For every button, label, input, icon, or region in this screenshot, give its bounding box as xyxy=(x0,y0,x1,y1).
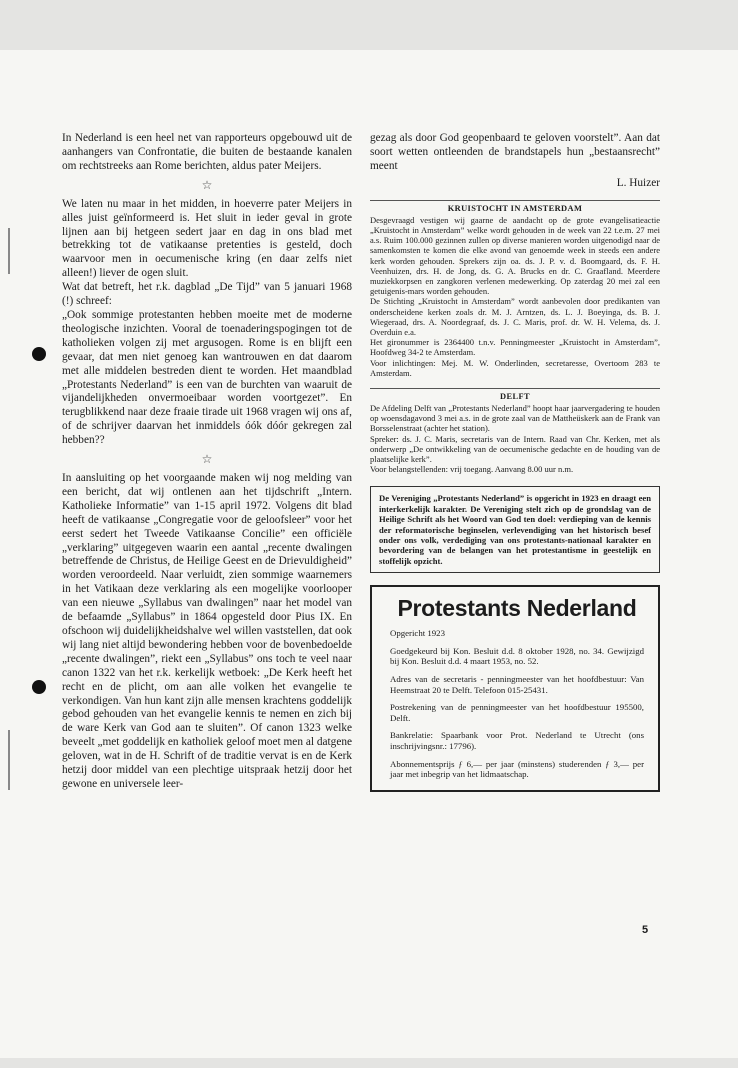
margin-mark xyxy=(8,730,10,790)
star-separator: ☆ xyxy=(201,452,213,467)
paragraph: „Ook sommige protestanten hebben moeite met de moderne theologische inzichten. Vooral de toenaderingspogingen tot de katholieken volgen zij met argusogen. Rome is en blijft een gevaar, dat men niet genoeg kan wantrouwen en dat daarom met alle middelen bestreden dient te worden. Het maandblad „Protestants Nederland” is een van de burchten van waaruit de vijandelijkheden onvermoeibaar worden voortgezet”. En terugblikkend naar deze fraaie tirade uit 1968 vragen wij ons af, of de schrijver daarvan het inmiddels óók dóór gekregen zal hebben?? xyxy=(62,308,352,447)
paragraph: Desgevraagd vestigen wij gaarne de aandacht op de grote evangelisatieactie „Kruistocht in Amsterdam” welke wordt gehouden in de week van 22 t.e.m. 27 mei a.s. Ruim 100.000 gezinnen zullen op diverse manieren worden uitgenodigd naar de samenkomsten te komen die elke avond van genoemde week in steeds een andere kerk worden gehouden. Sprekers zijn oa. ds. J. P. v. d. Boomgaard, ds. F. H. Veenhuizen, drs. H. de Jong, ds. G. A. Brucks en dr. C. Graafland. Meerdere muziekkorpsen en zangkoren verlenen medewerking. Op zaterdag 20 mei zal een getuigenis-mars worden gehouden. xyxy=(370,214,660,297)
left-column xyxy=(62,132,352,792)
pn-address: Adres van de secretaris - penningmeester van het hoofdbestuur: Van Heemstraat 20 te Delft. Telefoon 015-25431. xyxy=(390,674,644,695)
paragraph: Het gironummer is 2364400 t.n.v. Penningmeester „Kruistocht in Amsterdam”, Hoofdweg 34-2 te Amsterdam. xyxy=(370,337,660,358)
paragraph: In aansluiting op het voorgaande maken wij nog melding van een bericht, dat wij ontlenen aan het tijdschrift „Intern. Katholieke Informatie” van 1-15 april 1972. Volgens dit blad heeft de vatikaanse „Congregatie voor de geloofsleer” voor het eerst sedert het Tweede Vatikaanse Concilie” een officiële „verklaring” uitgegeven waarin een aantal „recente dwalingen betreffende de Christus, de Heilige Geest en de Drievuldigheid” worden veroordeeld. Naar verluidt, zien sommige waarnemers in het Vatikaan deze verklaring als een mogelijke voorlooper van een nieuwe „Syllabus van dwalingen” naar het model van de befaamde „Syllabus” in 1864 opgesteld door Pius IX. En ofschoon wij duidelijkheidshalve wel willen vaststellen, dat ook wij lang niet altijd bewondering hebben voor de bovenbedoelde „recente dwalingen”, riekt een „Syllabus” ons toch te veel naar canon 1322 van het r.k. kerkelijk wetboek: „De Kerk heeft het recht en de plicht, om aan alle volken het evangelie te verkondigen. Van hun kant zijn alle mensen krachtens goddelijk gebod gehouden van het evangelie kennis te nemen en zich bij de ware Kerk van God aan te sluiten”. Of canon 1323 welke beveelt „met goddelijk en katholiek geloof moet men al datgene geloven, wat in de H. Schrift of de traditie vervat is en de Kerk hetzij door middel van een plechtige uitspraak hetzij door het gewone en universele leer- xyxy=(62,472,352,790)
paragraph: In Nederland is een heel net van rapporteurs opgebouwd uit de aanhangers van Confrontatie, die buiten de bestaande kanalen om rechtstreeks aan Rome berichten, aldus pater Meijers. xyxy=(62,132,352,172)
right-column xyxy=(370,132,660,792)
section-heading-kruistocht: KRUISTOCHT IN AMSTERDAM xyxy=(370,200,660,213)
author-signature: L. Huizer xyxy=(616,176,660,189)
paragraph: gezag als door God geopenbaard te geloven voorstelt”. Aan dat soort wetten ontleenden de brandstapels hun „bestaansrecht” meent xyxy=(370,132,660,172)
paragraph: Wat dat betreft, het r.k. dagblad „De Tijd” van 5 januari 1968 (!) schreef: xyxy=(62,281,352,308)
paragraph: Spreker: ds. J. C. Maris, secretaris van de Intern. Raad van Chr. Kerken, met als onderwerp „De ontwikkeling van de oecumenische gedachte en de houding van de plaatselijke kerk”. xyxy=(370,433,660,464)
star-separator: ☆ xyxy=(201,177,213,192)
paragraph: We laten nu maar in het midden, in hoeverre pater Meijers in alles juist geïnformeerd is. Het sluit in ieder geval in grote lijnen aan bij hetgeen sedert jaar en dag in ons blad met betrekking tot de vatikaanse pretenties is gesteld, doch waarvoor men in oecumenische kring (en daar zelfs niet alleen!) liever de ogen sluit. xyxy=(62,197,352,280)
paragraph: Voor belangstellenden: vrij toegang. Aanvang 8.00 uur n.m. xyxy=(370,464,574,475)
document-page xyxy=(0,50,738,1058)
pn-postal: Postrekening van de penningmeester van het hoofdbestuur 195500, Delft. xyxy=(390,702,644,723)
kruistocht-section xyxy=(370,215,660,378)
pn-approved: Goedgekeurd bij Kon. Besluit d.d. 8 oktober 1928, no. 34. Gewijzigd bij Kon. Besluit d.d. 4 maart 1953, no. 52. xyxy=(390,645,644,667)
protestants-nederland-box xyxy=(370,585,660,792)
paragraph: Voor inlichtingen: Mej. M. W. Onderlinden, secretaresse, Overtoom 283 te Amsterdam. xyxy=(370,357,660,378)
section-heading-delft: DELFT xyxy=(370,388,660,401)
pn-founded: Opgericht 1923 xyxy=(390,628,445,639)
pn-subscription: Abonnementsprijs ƒ 6,— per jaar (minstens) studerenden ƒ 3,— per jaar met inbegrip van het lidmaatschap. xyxy=(390,758,644,780)
association-notice: De Vereniging „Protestants Nederland” is opgericht in 1923 en draagt een interkerkelijk karakter. De Vereniging stelt zich op de grondslag van de Heilige Schrift als het Woord van God ten doel: verdieping van de kennis der reformatorische beginselen, verlevendiging van het historisch besef onder ons volk, verdediging van ons protestants-nationaal karakter en bevordering van de belangen van het protestantisme in geestelijk en stoffelijk opzicht. xyxy=(370,486,660,573)
pn-title: Protestants Nederland xyxy=(397,595,637,622)
paragraph: De Stichting „Kruistocht in Amsterdam” wordt aanbevolen door predikanten van onderscheidene kerken zoals dr. M. J. Arntzen, ds. L. J. Boeyinga, ds. B. J. Wiegeraad, drs. A. Noordegraaf, ds. J. C. Maris, prof. dr. W. H. Velema, ds. J. Overduin e.a. xyxy=(370,296,660,337)
punch-hole xyxy=(32,680,46,694)
pn-bank: Bankrelatie: Spaarbank voor Prot. Nederland te Utrecht (ons inschrijvingsnr.: 17796). xyxy=(390,730,644,751)
punch-hole xyxy=(32,347,46,361)
paragraph: De Afdeling Delft van „Protestants Nederland” hoopt haar jaarvergadering te houden op woensdagavond 3 mei a.s. in de grote zaal van de Mattheüskerk aan de Frank van Borsselenstraat (achter het station). xyxy=(370,402,660,434)
page-number: 5 xyxy=(642,924,649,936)
margin-mark xyxy=(8,228,10,274)
delft-section xyxy=(370,403,660,474)
